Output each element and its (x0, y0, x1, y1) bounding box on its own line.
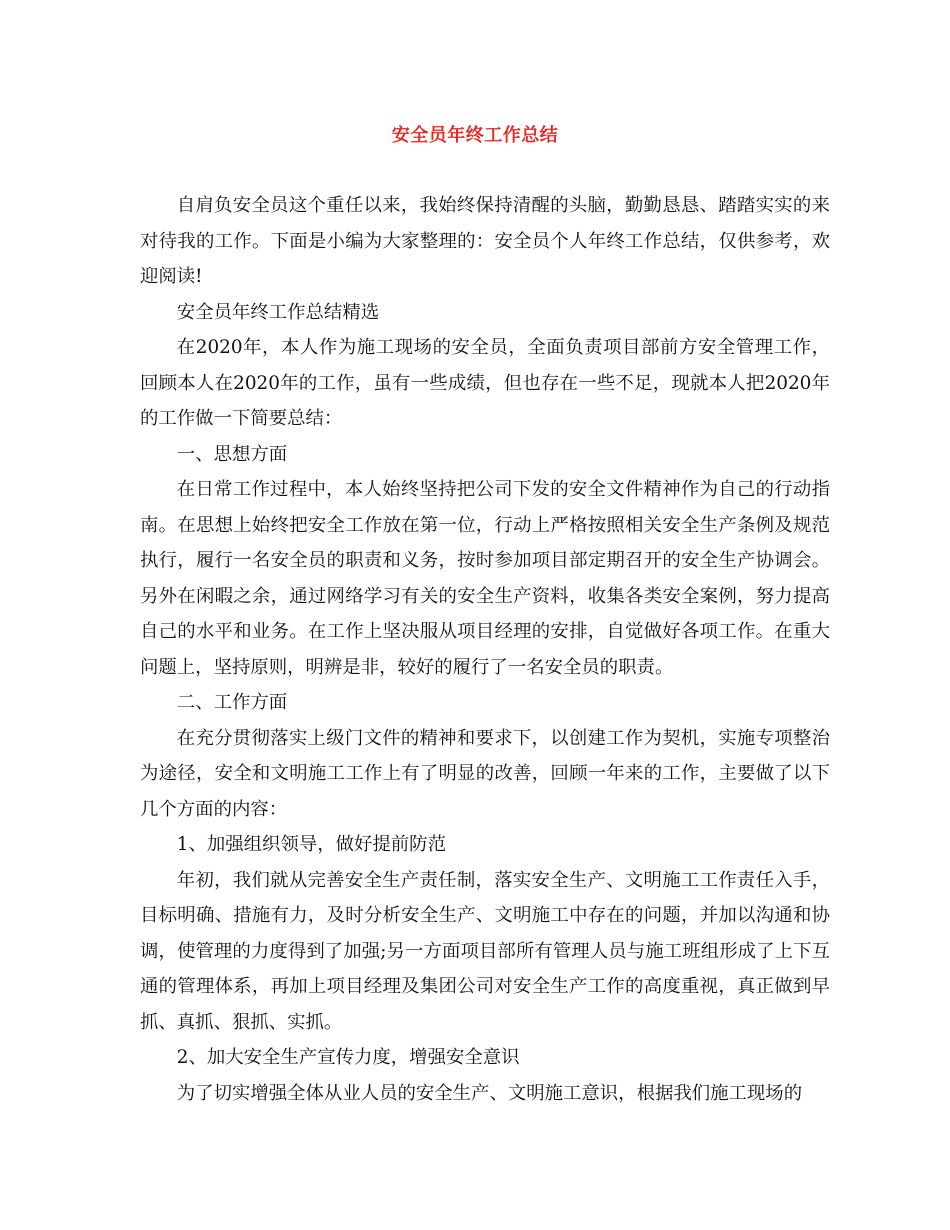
subsection-heading: 2、加大安全生产宣传力度，增强安全意识 (176, 1047, 520, 1068)
section-heading: 二、工作方面 (176, 692, 288, 713)
body-paragraph: 为了切实增强全体从业人员的安全生产、文明施工意识，根据我们施工现场的 (176, 1082, 803, 1104)
document-body (140, 188, 830, 1111)
body-paragraph: 年初，我们就从完善安全生产责任制，落实安全生产、文明施工工作责任入手，目标明确、措施有力，及时分析安全生产、文明施工中存在的问题，并加以沟通和协调，使管理的力度得到了加强;另一方面项目部所有管理人员与施工班组形成了上下互通的管理体系，再加上项目经理及集团公司对安全生产工作的高度重视，真正做到早抓、真抓、狠抓、实抓。 (140, 869, 830, 1033)
document-title: 安全员年终工作总结 (391, 125, 559, 146)
intro-paragraph: 自肩负安全员这个重任以来，我始终保持清醒的头脑，勤勤恳恳、踏踏实实的来对待我的工作。下面是小编为大家整理的：安全员个人年终工作总结，仅供参考，欢迎阅读! (140, 195, 830, 287)
body-paragraph: 在2020年，本人作为施工现场的安全员，全面负责项目部前方安全管理工作，回顾本人在2020年的工作，虽有一些成绩，但也存在一些不足，现就本人把2020年的工作做一下简要总结： (140, 337, 830, 429)
body-paragraph: 在充分贯彻落实上级门文件的精神和要求下，以创建工作为契机，实施专项整治为途径，安全和文明施工工作上有了明显的改善，回顾一年来的工作，主要做了以下几个方面的内容： (140, 727, 830, 820)
body-paragraph: 在日常工作过程中，本人始终坚持把公司下发的安全文件精神作为自己的行动指南。在思想上始终把安全工作放在第一位，行动上严格按照相关安全生产条例及规范执行，履行一名安全员的职责和义务，按时参加项目部定期召开的安全生产协调会。另外在闲暇之余，通过网络学习有关的安全生产资料，收集各类安全案例，努力提高自己的水平和业务。在工作上坚决服从项目经理的安排，自觉做好各项工作。在重大问题上，坚持原则，明辨是非，较好的履行了一名安全员的职责。 (140, 479, 830, 678)
section-heading: 一、思想方面 (176, 443, 288, 465)
section-heading: 安全员年终工作总结精选 (176, 301, 380, 323)
subsection-heading: 1、加强组织领导，做好提前防范 (176, 834, 446, 855)
